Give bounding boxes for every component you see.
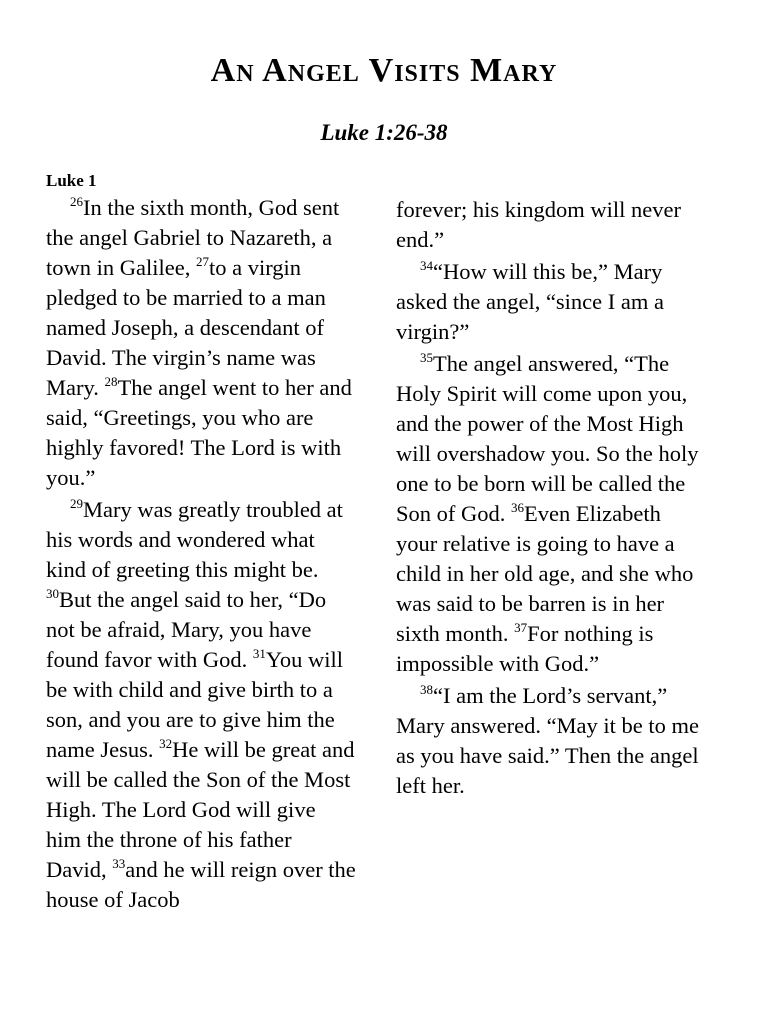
verse-text: You will be with child and give birth to a son, and you are to give him the name Jesus. <box>46 647 343 762</box>
chapter-heading: Luke 1 <box>46 171 97 190</box>
paragraph-continuation <box>396 195 706 255</box>
paragraph <box>396 681 706 801</box>
paragraph <box>396 257 706 347</box>
paragraph <box>396 349 706 679</box>
verse-number: 34 <box>420 258 433 273</box>
verse-text: “How will this be,” Mary asked the angel, “since I am a virgin?” <box>396 259 665 344</box>
paragraph <box>46 193 356 493</box>
verse-number: 35 <box>420 350 433 365</box>
verse-number: 37 <box>514 620 528 635</box>
verse-number: 28 <box>104 374 118 389</box>
verse-number: 26 <box>70 194 83 209</box>
verse-text: The angel went to her and said, “Greetings, you who are highly favored! The Lord is with you.” <box>46 375 352 490</box>
verse-number: 31 <box>252 646 266 661</box>
verse-number: 36 <box>511 500 525 515</box>
verse-text: Even Elizabeth your relative is going to have a child in her old age, and she who was said to be barren is in her sixth month. <box>396 501 694 646</box>
verse-text: to a virgin pledged to be married to a man named Joseph, a descendant of David. The virgin’s name was Mary. <box>46 255 326 400</box>
verse-text: Mary was greatly troubled at his words and wondered what kind of greeting this might be. <box>46 497 343 582</box>
verse-number: 27 <box>195 254 209 269</box>
verse-text: “I am the Lord’s servant,” Mary answered. “May it be to me as you have said.” Then the angel left her. <box>396 683 700 798</box>
verse-text: He will be great and will be called the Son of the Most High. The Lord God will give him the throne of his father David, <box>46 737 355 882</box>
right-text-column <box>396 195 706 803</box>
verse-text: The angel answered, “The Holy Spirit will come upon you, and the power of the Most High will overshadow you. So the holy one to be born will be called the Son of God. <box>396 351 699 526</box>
passage-reference: Luke 1:26-38 <box>320 120 448 145</box>
verse-number: 30 <box>46 586 59 601</box>
verse-number: 32 <box>159 736 173 751</box>
verse-number: 33 <box>112 856 126 871</box>
paragraph <box>46 495 356 915</box>
verse-number: 38 <box>420 682 433 697</box>
verse-text: and he will reign over the house of Jacob <box>46 857 356 912</box>
verse-number: 29 <box>70 496 83 511</box>
verse-text: For nothing is impossible with God.” <box>396 621 654 676</box>
verse-text: In the sixth month, God sent the angel Gabriel to Nazareth, a town in Galilee, <box>46 195 340 280</box>
verse-text: But the angel said to her, “Do not be afraid, Mary, you have found favor with God. <box>46 587 327 672</box>
left-text-column <box>46 193 356 917</box>
verse-text: forever; his kingdom will never end.” <box>396 197 681 252</box>
page-title: An Angel Visits Mary <box>210 52 558 89</box>
